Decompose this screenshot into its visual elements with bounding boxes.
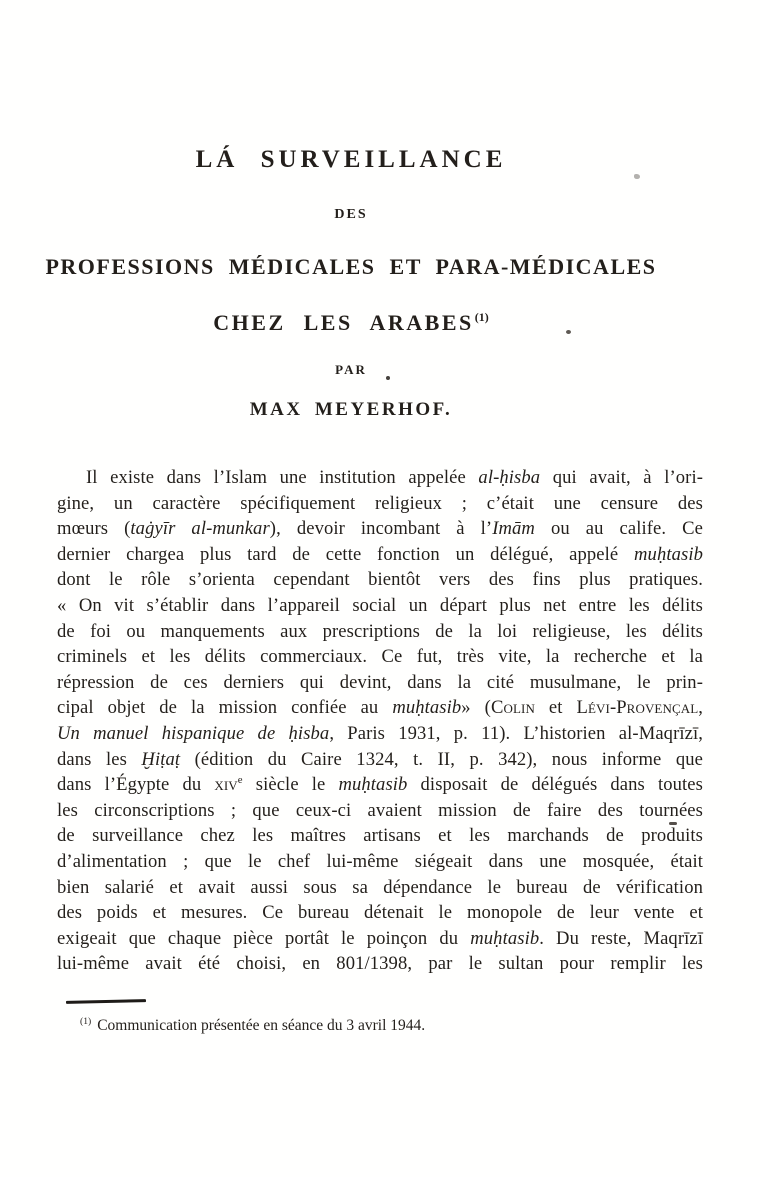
footnote-separator-rule — [66, 999, 146, 1004]
body-line: dont le rôle s’orienta cependant bientôt vers des fins plus pratiques. — [57, 569, 703, 591]
footnote-marker: (1) — [80, 1015, 92, 1027]
body-line: criminels et les délits commerciaux. Ce fut, très vite, la recherche et la — [57, 646, 703, 668]
scan-speck — [634, 174, 640, 179]
footnote-text: Communication présentée en séance du 3 avril 1944. — [97, 1016, 426, 1034]
footnote-area — [0, 1000, 760, 1037]
body-line: « On vit s’établir dans l’appareil social un départ plus net entre les délits — [57, 594, 703, 616]
body-line: bien salarié et avait aussi sous sa dépendance le bureau de vérification — [57, 876, 703, 898]
body-line: cipal objet de la mission confiée au muḥtasib» (Colin et Lévi-Provençal, — [57, 697, 704, 719]
article-title-line3: PROFESSIONS MÉDICALES ET PARA-MÉDICALES — [45, 254, 657, 279]
body-line: dans les Ḫiṭaṭ (édition du Caire 1324, t. II, p. 342), nous informe que — [57, 748, 704, 770]
scan-speck — [669, 822, 677, 825]
body-line: les circonscriptions ; que ceux-ci avaient mission de faire des tournées — [57, 799, 703, 821]
article-title-line4-text: CHEZ LES ARABES — [213, 310, 474, 335]
article-title-des: DES — [334, 207, 368, 222]
body-line: Il existe dans l’Islam une institution appelée al-ḥisba qui avait, à l’ori- — [86, 467, 703, 488]
scan-speck — [386, 376, 390, 380]
body-line: de surveillance chez les maîtres artisans et les marchands de produits — [57, 825, 703, 847]
article-body — [57, 465, 703, 977]
byline-label: PAR — [335, 362, 367, 377]
body-line: lui-même avait été choisi, en 801/1398, par le sultan pour remplir les — [57, 953, 703, 975]
body-line: dernier chargea plus tard de cette fonction un délégué, appelé muḥtasib — [57, 543, 703, 565]
body-line: de foi ou manquements aux prescriptions de la loi religieuse, les délits — [57, 620, 703, 642]
body-line: exigeait que chaque pièce portât le poinçon du muḥtasib. Du reste, Maqrīzī — [57, 927, 703, 949]
article-title-line1: LÁ SURVEILLANCE — [195, 146, 507, 173]
footnote-reference-mark: (1) — [474, 310, 489, 324]
body-line: Un manuel hispanique de ḥisba, Paris 1931, p. 11). L’historien al-Maqrīzī, — [57, 722, 703, 744]
scan-speck — [566, 330, 571, 334]
footnote — [57, 1015, 703, 1037]
body-line: d’alimentation ; que le chef lui-même siégeait dans une mosquée, était — [57, 850, 703, 872]
body-line: des poids et mesures. Ce bureau détenait le monopole de leur vente et — [57, 902, 703, 924]
body-line: mœurs (taġyīr al-munkar), devoir incombant à l’Imām ou au calife. Ce — [57, 518, 703, 540]
title-block — [0, 146, 760, 421]
body-line: dans l’Égypte du xiv$^e$ siècle le muḥtasib disposait de délégués dans toutes — [57, 773, 703, 796]
article-title-line4 — [0, 310, 702, 336]
body-line: répression de ces derniers qui devint, dans la cité musulmane, le prin- — [57, 671, 703, 693]
author-name: MAX MEYERHOF. — [249, 399, 453, 420]
body-line: gine, un caractère spécifiquement religieux ; c’était une censure des — [57, 492, 703, 514]
